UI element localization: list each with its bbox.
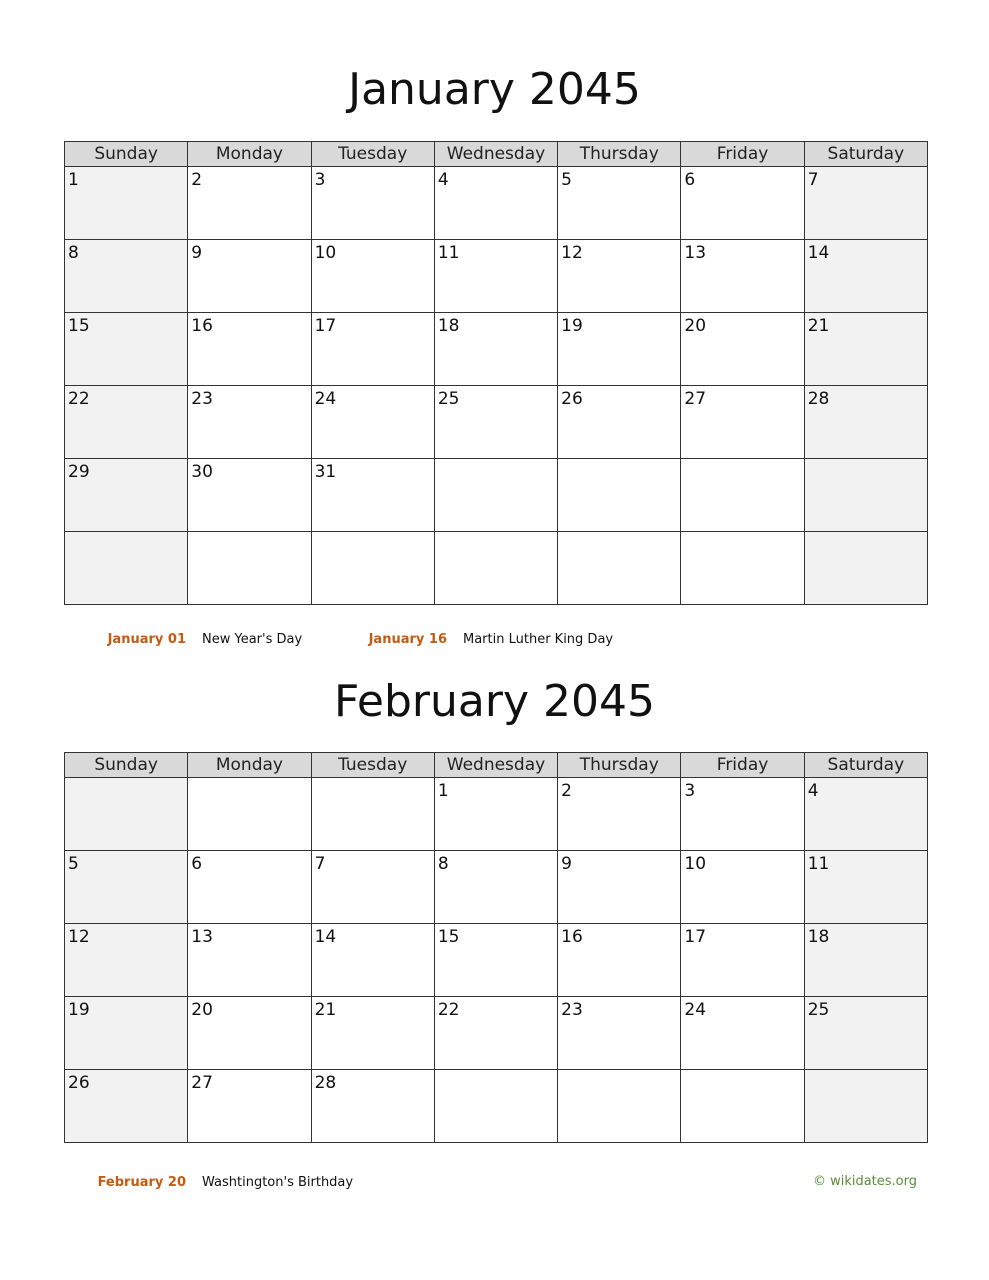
day-number: 26 [561,389,583,409]
day-cell [434,997,557,1070]
weekday-header: Friday [681,142,804,167]
day-cell [434,240,557,313]
day-number: 14 [314,927,337,947]
day-cell [558,1070,681,1143]
day-cell [804,459,927,532]
day-cell [681,167,804,240]
day-number: 25 [807,1000,830,1020]
day-cell [558,240,681,313]
holiday-list-february [0,1175,353,1190]
month-title-january: January 2045 [348,64,641,115]
day-cell [804,313,927,386]
holiday-list-january [0,632,613,647]
day-cell [311,313,434,386]
week-row [65,924,928,997]
day-number: 1 [68,170,79,190]
day-number: 15 [437,927,460,947]
week-row [65,778,928,851]
day-number: 21 [314,1000,337,1020]
day-cell [434,167,557,240]
day-cell [311,1070,434,1143]
day-number [435,1070,557,1073]
day-number [312,778,434,781]
day-number: 20 [191,1000,213,1020]
day-cell [558,167,681,240]
day-cell [188,778,311,851]
day-number: 4 [437,170,449,190]
day-number [188,532,310,535]
calendar-grid-january [64,141,928,605]
day-number: 19 [561,316,583,336]
day-cell [804,240,927,313]
week-row [65,851,928,924]
day-cell [681,851,804,924]
day-number: 12 [561,243,583,263]
day-cell [558,532,681,605]
day-number: 11 [807,854,830,874]
weekday-header: Monday [188,753,311,778]
day-number: 18 [437,316,460,336]
weekday-header: Thursday [558,142,681,167]
day-number: 14 [807,243,830,263]
day-cell [434,386,557,459]
day-cell [188,1070,311,1143]
day-number: 24 [684,1000,707,1020]
day-cell [558,778,681,851]
day-number: 28 [314,1073,337,1093]
day-cell [804,851,927,924]
day-number: 3 [314,170,326,190]
weekday-header: Wednesday [434,142,557,167]
day-cell [434,851,557,924]
day-cell [681,924,804,997]
day-number [805,1070,927,1073]
day-number: 9 [191,243,203,263]
day-cell [558,386,681,459]
day-number [435,532,557,535]
day-number: 3 [684,781,696,801]
day-cell [681,997,804,1070]
day-cell [681,313,804,386]
day-number [558,1070,680,1073]
day-number: 13 [191,927,213,947]
day-cell [65,167,188,240]
day-number [188,778,310,781]
day-cell [311,924,434,997]
day-number [65,778,187,781]
holiday-date: January 01 [107,632,186,647]
day-cell [188,240,311,313]
day-number: 27 [684,389,707,409]
day-cell [681,459,804,532]
day-number: 20 [684,316,707,336]
holiday-name: Martin Luther King Day [463,632,614,647]
day-cell [188,459,311,532]
day-number [558,459,680,462]
day-cell [65,997,188,1070]
day-cell [558,313,681,386]
day-cell [188,167,311,240]
weekday-header: Friday [681,753,804,778]
day-number: 6 [191,854,203,874]
day-number: 26 [68,1073,90,1093]
holiday-name: Washtington's Birthday [202,1175,354,1190]
weekday-header: Sunday [65,142,188,167]
day-cell [681,1070,804,1143]
day-number: 1 [437,781,449,801]
day-cell [804,1070,927,1143]
weekday-header: Saturday [804,753,927,778]
day-number: 5 [68,854,79,874]
day-cell [65,851,188,924]
day-cell [434,313,557,386]
day-number: 10 [684,854,707,874]
holiday-date: February 20 [97,1175,186,1190]
day-cell [804,924,927,997]
day-cell [804,386,927,459]
day-number: 28 [807,389,830,409]
day-cell [804,778,927,851]
day-number [681,459,803,462]
day-cell [65,1070,188,1143]
weekday-header: Sunday [65,753,188,778]
day-number [805,532,927,535]
day-number: 2 [191,170,203,190]
day-cell [65,924,188,997]
day-number: 19 [68,1000,90,1020]
day-cell [65,778,188,851]
day-cell [311,240,434,313]
weekday-header: Tuesday [311,753,434,778]
day-cell [681,532,804,605]
day-cell [65,532,188,605]
day-number: 6 [684,170,696,190]
day-number: 16 [191,316,213,336]
day-number: 22 [437,1000,460,1020]
day-cell [434,1070,557,1143]
day-cell [311,997,434,1070]
day-number: 7 [807,170,819,190]
day-cell [311,167,434,240]
holiday-name: New Year's Day [202,632,303,647]
day-number: 12 [68,927,90,947]
day-number [681,1070,803,1073]
day-cell [188,386,311,459]
day-cell [65,459,188,532]
weekday-header: Saturday [804,142,927,167]
day-cell [804,997,927,1070]
day-number: 29 [68,462,90,482]
day-number [312,532,434,535]
week-row [65,1070,928,1143]
day-number: 11 [437,243,460,263]
weekday-header-row [65,753,928,778]
day-number: 30 [191,462,213,482]
day-number: 5 [561,170,572,190]
day-number [681,532,803,535]
week-row [65,997,928,1070]
day-cell [558,924,681,997]
day-cell [434,924,557,997]
weekday-header: Thursday [558,753,681,778]
day-number: 22 [68,389,90,409]
day-number: 4 [807,781,819,801]
day-cell [188,532,311,605]
day-cell [65,386,188,459]
day-number: 17 [314,316,337,336]
day-number: 24 [314,389,337,409]
calendar-grid-february [64,752,928,1143]
day-cell [681,240,804,313]
month-title-february: February 2045 [334,676,655,727]
day-cell [434,532,557,605]
weekday-header-row [65,142,928,167]
day-number: 21 [807,316,830,336]
day-cell [804,167,927,240]
day-cell [311,532,434,605]
week-row [65,313,928,386]
day-number: 23 [191,389,213,409]
day-cell [311,778,434,851]
day-cell [558,851,681,924]
day-cell [804,532,927,605]
day-number: 10 [314,243,337,263]
day-cell [188,924,311,997]
week-row [65,459,928,532]
weekday-header: Wednesday [434,753,557,778]
week-row [65,532,928,605]
day-number: 18 [807,927,830,947]
day-number: 2 [561,781,572,801]
day-number: 17 [684,927,707,947]
day-number [805,459,927,462]
week-row [65,240,928,313]
day-cell [311,459,434,532]
day-cell [188,851,311,924]
day-number [558,532,680,535]
day-cell [558,997,681,1070]
day-cell [188,997,311,1070]
day-cell [65,313,188,386]
day-cell [434,778,557,851]
day-number: 16 [561,927,583,947]
day-cell [311,851,434,924]
day-number: 7 [314,854,326,874]
day-number: 8 [68,243,79,263]
day-number: 8 [437,854,449,874]
holiday-date: January 16 [368,632,447,647]
week-row [65,167,928,240]
day-number: 31 [314,462,337,482]
day-cell [188,313,311,386]
day-cell [65,240,188,313]
week-row [65,386,928,459]
day-number [65,532,187,535]
day-number: 13 [684,243,707,263]
day-cell [558,459,681,532]
weekday-header: Tuesday [311,142,434,167]
weekday-header: Monday [188,142,311,167]
site-credit: © wikidates.org [812,1174,917,1189]
day-number [435,459,557,462]
day-number: 9 [561,854,572,874]
day-cell [681,778,804,851]
day-cell [311,386,434,459]
day-number: 25 [437,389,460,409]
day-cell [434,459,557,532]
day-number: 27 [191,1073,213,1093]
day-number: 15 [68,316,90,336]
day-cell [681,386,804,459]
day-number: 23 [561,1000,583,1020]
